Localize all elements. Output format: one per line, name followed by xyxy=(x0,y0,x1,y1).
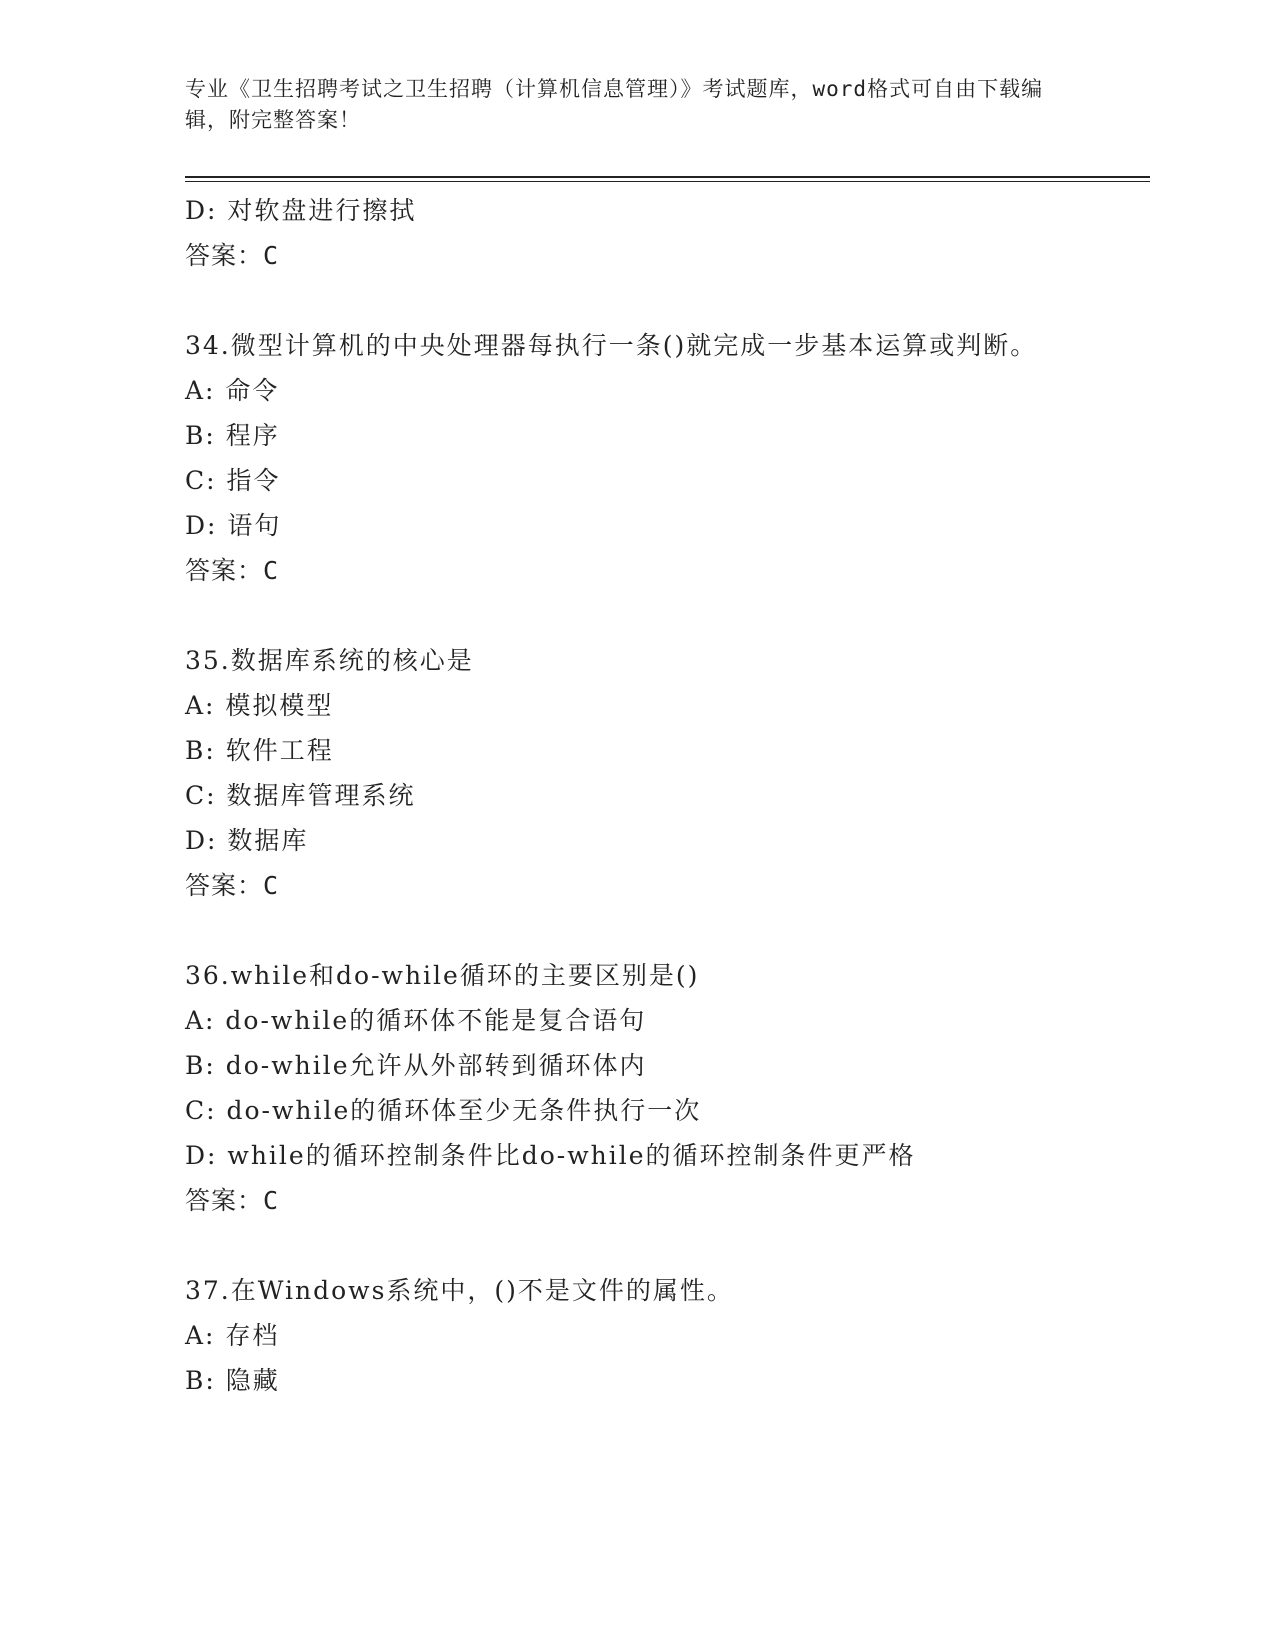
spacer xyxy=(185,278,1085,323)
question-36-stem: 36.while和do-while循环的主要区别是() xyxy=(185,961,700,990)
header-rule-thin xyxy=(185,181,1150,182)
question-36-option-a: A: do-while的循环体不能是复合语句 xyxy=(185,1006,647,1035)
question-35-option-a: A: 模拟模型 xyxy=(185,691,334,720)
question-35-option-c: C: 数据库管理系统 xyxy=(185,781,416,810)
question-37-option-b: B: 隐藏 xyxy=(185,1366,280,1395)
question-35-answer: 答案：C xyxy=(185,871,280,900)
question-37-stem: 37.在Windows系统中，()不是文件的属性。 xyxy=(185,1276,734,1305)
question-34-option-d: D: 语句 xyxy=(185,511,282,540)
spacer xyxy=(185,1223,1085,1268)
question-35-stem: 35.数据库系统的核心是 xyxy=(185,646,474,675)
question-34-option-c: C: 指令 xyxy=(185,466,281,495)
document-header: 专业《卫生招聘考试之卫生招聘（计算机信息管理）》考试题库，word格式可自由下载编辑，附完整答案！ xyxy=(185,77,1044,132)
spacer xyxy=(185,908,1085,953)
question-content xyxy=(185,188,1085,1403)
option-d: D: 对软盘进行擦拭 xyxy=(185,196,417,225)
question-34-option-b: B: 程序 xyxy=(185,421,280,450)
question-34-answer: 答案：C xyxy=(185,556,280,585)
question-37-option-a: A: 存档 xyxy=(185,1321,280,1350)
question-35-option-b: B: 软件工程 xyxy=(185,736,334,765)
question-36-answer: 答案：C xyxy=(185,1186,280,1215)
question-36-option-d: D: while的循环控制条件比do-while的循环控制条件更严格 xyxy=(185,1141,916,1170)
question-36-option-c: C: do-while的循环体至少无条件执行一次 xyxy=(185,1096,702,1125)
answer-line: 答案：C xyxy=(185,241,280,270)
header-rule-thick xyxy=(185,176,1150,178)
question-35-option-d: D: 数据库 xyxy=(185,826,309,855)
question-34-stem: 34.微型计算机的中央处理器每执行一条()就完成一步基本运算或判断。 xyxy=(185,331,1038,360)
question-36-option-b: B: do-while允许从外部转到循环体内 xyxy=(185,1051,647,1080)
question-34-option-a: A: 命令 xyxy=(185,376,280,405)
spacer xyxy=(185,593,1085,638)
